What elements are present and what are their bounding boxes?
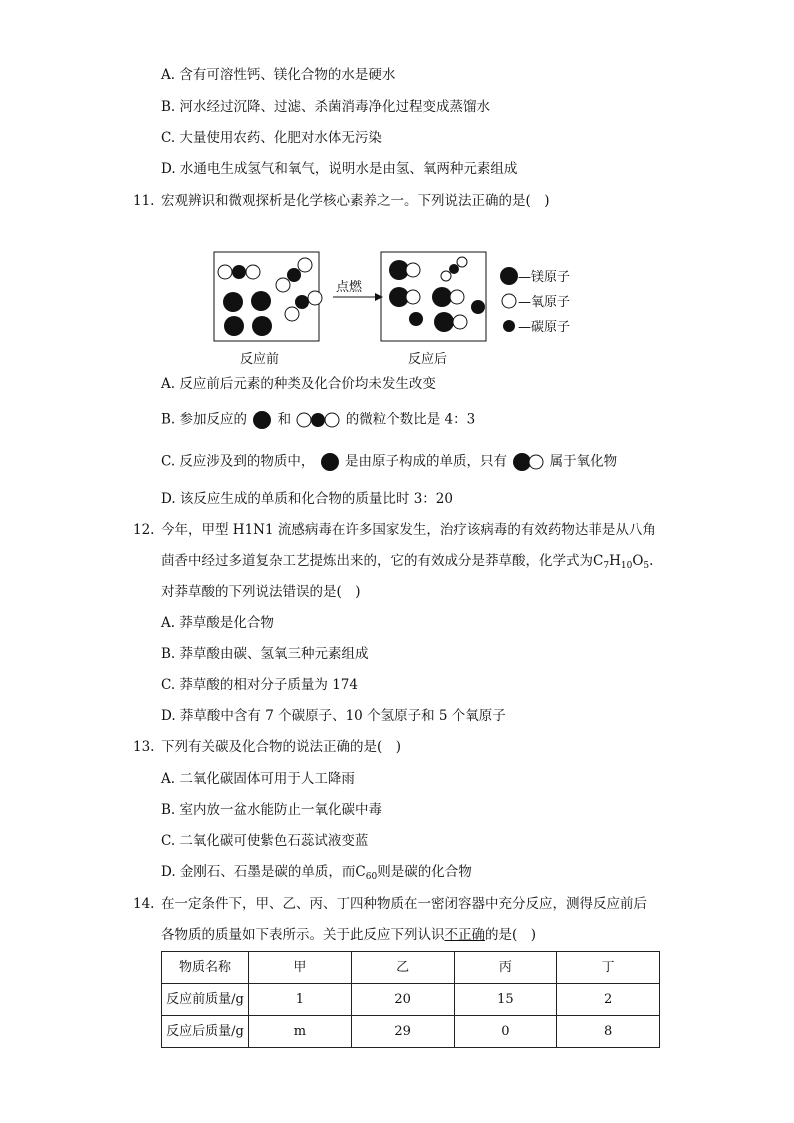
q13-option-d-pre: D. 金刚石、石墨是碳的单质，而C (161, 864, 366, 880)
table-cell: 8 (557, 1016, 660, 1048)
q11-option-c-pre: C. 反应涉及到的物质中， (161, 453, 315, 470)
q14-line-2-pre: 各物质的质量如下表所示。关于此反应下列认识 (161, 927, 445, 943)
magnesium-atom-icon (251, 410, 273, 430)
q11-option-d: D. 该反应生成的单质和化合物的质量比时 3：20 (161, 491, 453, 507)
formula-o: O (632, 553, 644, 569)
q14-line-2 (161, 926, 536, 944)
q12-option-b: B. 莽草酸由碳、氢氧三种元素组成 (161, 646, 369, 662)
q14-line-1: 在一定条件下，甲、乙、丙、丁四种物质在一密闭容器中充分反应，测得反应前后 (161, 896, 647, 912)
reaction-diagram (200, 240, 600, 372)
legend-magnesium (500, 267, 570, 285)
table-cell: 反应前质量/g (162, 984, 249, 1016)
table-cell: 1 (249, 984, 352, 1016)
q12-option-d: D. 莽草酸中含有 7 个碳原子、10 个氢原子和 5 个氧原子 (161, 708, 506, 724)
table-header-cell: 物质名称 (162, 952, 249, 984)
q10-option-d: D. 水通电生成氢气和氧气，说明水是由氢、氧两种元素组成 (161, 161, 518, 177)
after-particles (389, 257, 485, 332)
table-row (162, 984, 660, 1016)
table-cell: 反应后质量/g (162, 1016, 249, 1048)
c60-subscript: 60 (365, 872, 378, 882)
q13-option-c: C. 二氧化碳可使紫色石蕊试液变蓝 (161, 833, 369, 849)
q11-option-c (161, 452, 617, 472)
formula-sub-c: 7 (603, 561, 610, 571)
legend-oxygen (502, 294, 570, 310)
before-particles (218, 258, 322, 336)
magnesium-oxide-molecule-icon (511, 452, 545, 472)
q13-option-a: A. 二氧化碳固体可用于人工降雨 (161, 771, 355, 787)
q11-option-a: A. 反应前后元素的种类及化合价均未发生改变 (161, 376, 436, 392)
formula-end: . (649, 553, 654, 569)
q14-line-2-post: 的是( ) (485, 927, 537, 943)
q13-option-d-post: 则是碳的化合物 (377, 864, 472, 880)
q12-option-c: C. 莽草酸的相对分子质量为 174 (161, 677, 358, 693)
q11-option-b (161, 410, 475, 430)
legend-carbon (503, 319, 570, 335)
legend-mg-label: —镁原子 (518, 270, 571, 285)
formula-sub-h: 10 (620, 561, 633, 571)
q13-option-b: B. 室内放一盆水能防止一氧化碳中毒 (161, 802, 383, 818)
q11-option-c-mid: 是由原子构成的单质，只有 (345, 453, 508, 470)
table-header-cell: 甲 (249, 952, 352, 984)
q13-stem: 下列有关碳及化合物的说法正确的是( ) (161, 739, 402, 755)
q11-option-c-post: 属于氧化物 (549, 453, 618, 470)
q12-line-3: 对莽草酸的下列说法错误的是( ) (161, 584, 361, 600)
table-cell: 15 (454, 984, 557, 1016)
after-caption: 反应后 (408, 352, 448, 367)
arrow-label: 点燃 (336, 280, 363, 295)
q11-option-b-mid: 和 (277, 411, 292, 428)
magnesium-atom-icon (319, 452, 341, 472)
table-cell: 0 (454, 1016, 557, 1048)
q11-option-b-pre: B. 参加反应的 (161, 411, 248, 428)
q10-option-a: A. 含有可溶性钙、镁化合物的水是硬水 (161, 67, 396, 83)
q11-stem: 宏观辨识和微观探析是化学核心素养之一。下列说法正确的是( ) (161, 193, 550, 209)
q12-option-a: A. 莽草酸是化合物 (161, 615, 274, 631)
table-header-cell: 丁 (557, 952, 660, 984)
formula-h: H (609, 553, 621, 569)
q12-number: 12. (133, 522, 155, 538)
table-header-row (162, 952, 660, 984)
q12-line-2-text: 茴香中经过多道复杂工艺提炼出来的，它的有效成分是莽草酸，化学式为C (161, 553, 604, 569)
legend-c-label: —碳原子 (518, 320, 571, 335)
table-cell: 2 (557, 984, 660, 1016)
formula-sub-o: 5 (643, 561, 650, 571)
q12-line-1: 今年，甲型 H1N1 流感病毒在许多国家发生，治疗该病毒的有效药物达菲是从八角 (161, 522, 656, 538)
table-row (162, 1016, 660, 1048)
q11-option-b-post: 的微粒个数比是 4：3 (345, 411, 476, 428)
q10-option-b: B. 河水经过沉降、过滤、杀菌消毒净化过程变成蒸馏水 (161, 99, 491, 115)
table-cell: 29 (351, 1016, 454, 1048)
table-cell: 20 (351, 984, 454, 1016)
q10-option-c: C. 大量使用农药、化肥对水体无污染 (161, 130, 382, 146)
table-cell: m (249, 1016, 352, 1048)
q11-number: 11. (133, 193, 155, 209)
q13-option-d (161, 863, 472, 881)
table-header-cell: 丙 (454, 952, 557, 984)
before-caption: 反应前 (240, 352, 280, 367)
q14-underlined-word: 不正确 (444, 927, 485, 943)
mass-table (161, 951, 660, 1048)
q14-number: 14. (133, 896, 155, 912)
table-header-cell: 乙 (351, 952, 454, 984)
legend-o-label: —氧原子 (518, 295, 571, 310)
q12-line-2 (161, 552, 653, 570)
q13-number: 13. (133, 739, 155, 755)
carbon-dioxide-molecule-icon (295, 410, 341, 430)
